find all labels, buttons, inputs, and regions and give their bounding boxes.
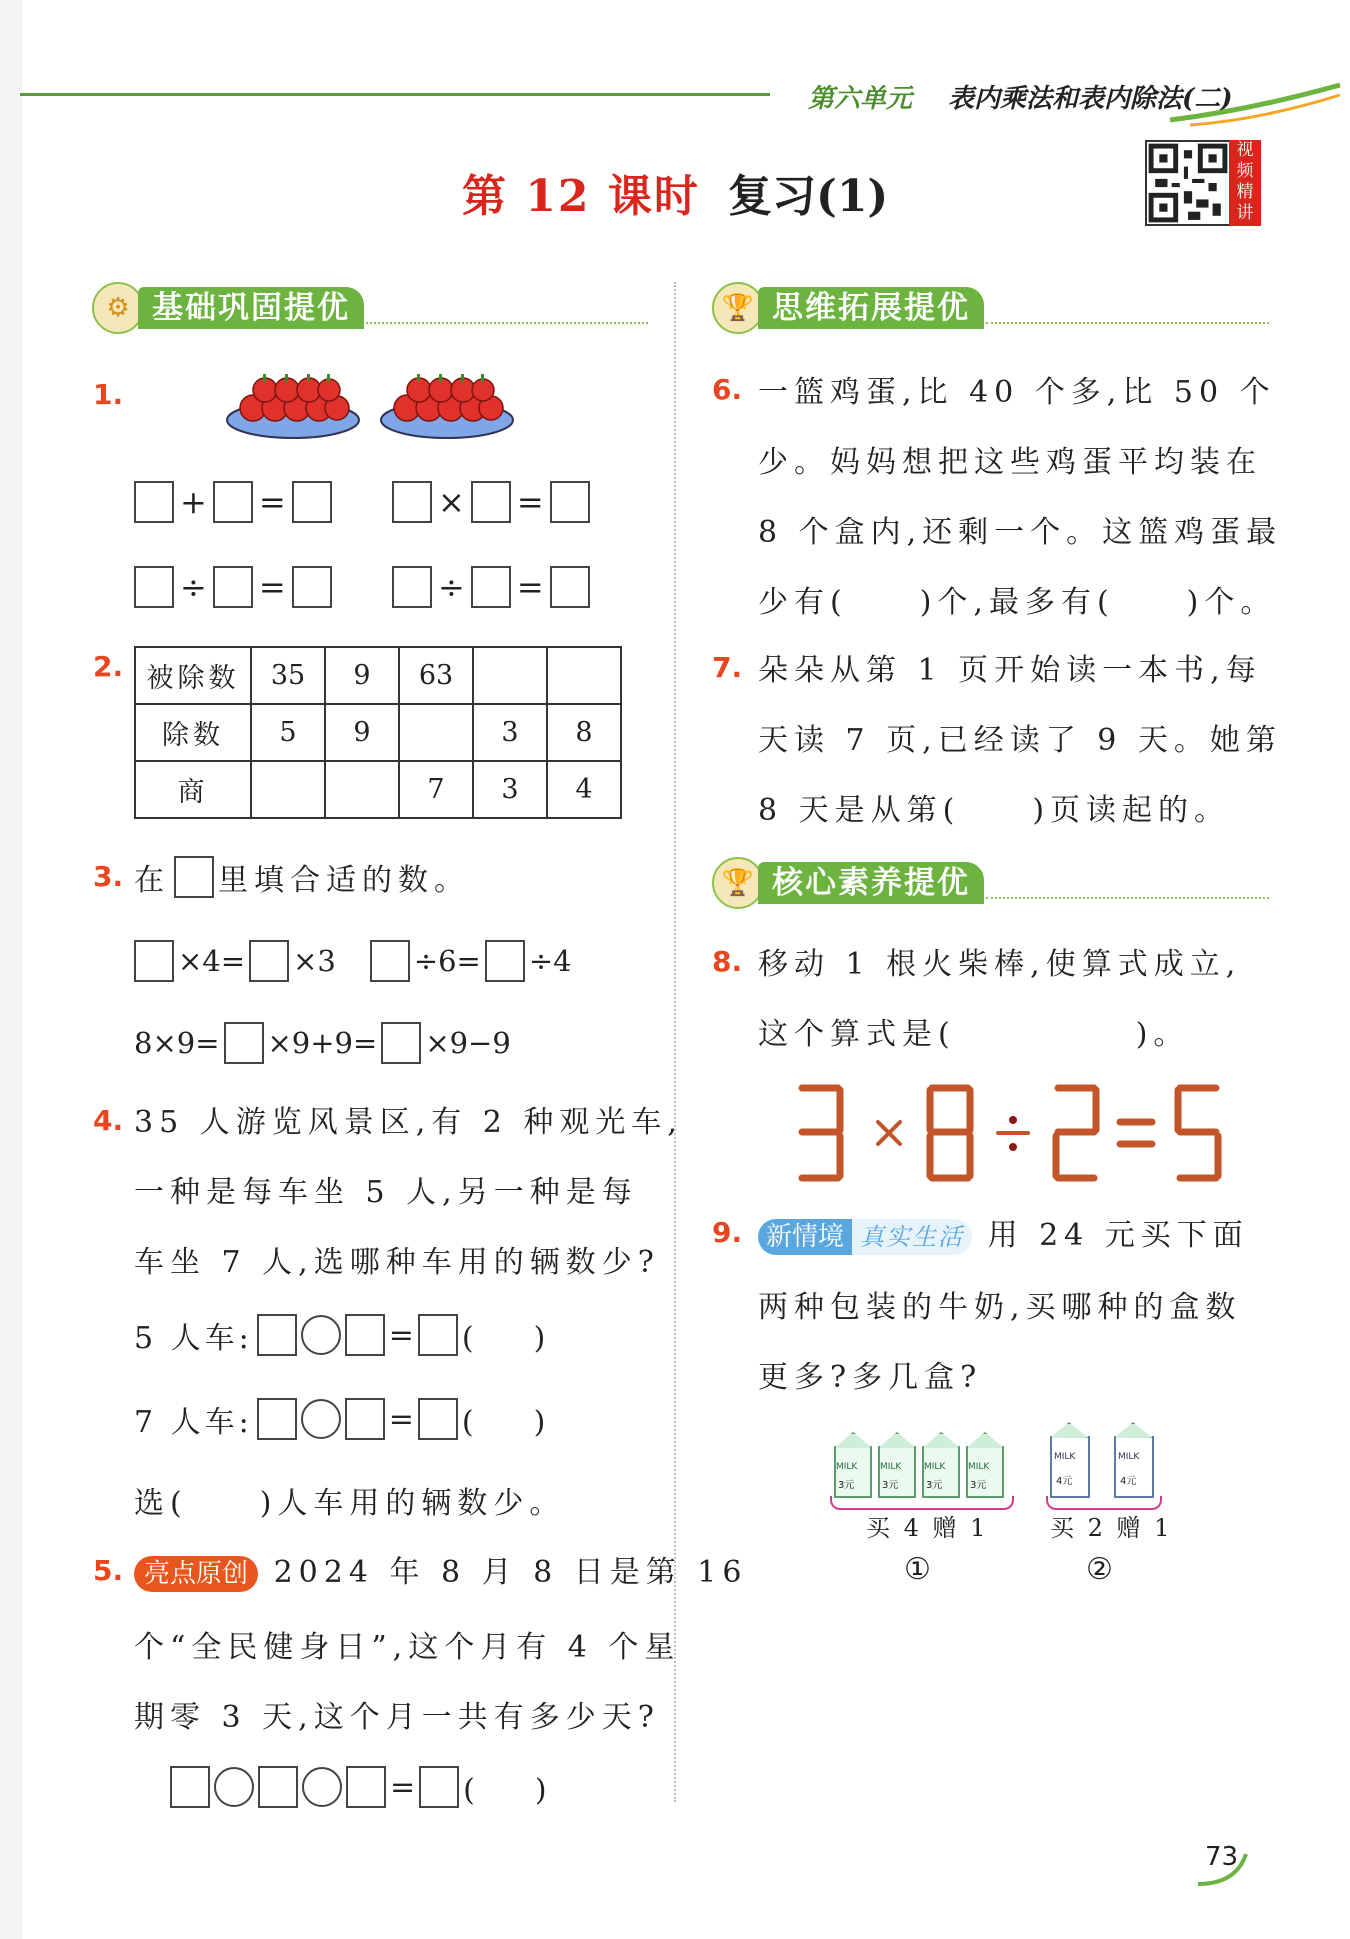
table-cell: 63 bbox=[399, 647, 473, 704]
equals-sign: = bbox=[390, 1769, 416, 1805]
unit-blank[interactable]: ( ) bbox=[461, 1405, 546, 1440]
answer-box[interactable] bbox=[550, 481, 590, 523]
q5-text-line: 期零 3 天,这个月一共有多少天? bbox=[134, 1700, 660, 1735]
q8-text-line: 移动 1 根火柴棒,使算式成立, bbox=[758, 947, 1242, 982]
real-life-tag: 真实生活 bbox=[852, 1219, 972, 1255]
expression-text: 8×9= bbox=[134, 1026, 220, 1060]
answer-box[interactable] bbox=[258, 1766, 298, 1808]
q5-text: 2024 年 8 月 8 日是第 16 bbox=[273, 1555, 748, 1590]
unit-label: 第六单元 bbox=[808, 84, 913, 114]
answer-box[interactable] bbox=[471, 481, 511, 523]
question-number: 9. bbox=[712, 1216, 743, 1249]
apple-plates-image bbox=[225, 362, 515, 444]
row-label: 5 人车: bbox=[134, 1321, 253, 1356]
table-row bbox=[135, 647, 621, 704]
table-cell-blank[interactable] bbox=[399, 704, 473, 761]
table-cell: 9 bbox=[325, 647, 399, 704]
equals-sign: = bbox=[388, 1401, 414, 1437]
table-header-cell: 商 bbox=[135, 761, 251, 818]
table-cell-blank[interactable] bbox=[473, 647, 547, 704]
section-basic-label: 基础巩固提优 bbox=[138, 287, 364, 329]
table-row bbox=[135, 704, 621, 761]
q5-line-1 bbox=[134, 1547, 747, 1592]
answer-box[interactable] bbox=[224, 1022, 264, 1064]
answer-box[interactable] bbox=[257, 1398, 297, 1440]
q8-text-line: 这个算式是( )。 bbox=[758, 1017, 1190, 1052]
trophy-icon: 🏆 bbox=[712, 282, 764, 334]
q4-text-line: 车坐 7 人,选哪种车用的辆数少? bbox=[134, 1245, 660, 1280]
new-context-tag: 新情境 bbox=[758, 1219, 852, 1255]
prompt-text: 在 bbox=[134, 863, 170, 898]
option-1-marker[interactable]: ① bbox=[904, 1552, 937, 1587]
section-core-label: 核心素养提优 bbox=[758, 862, 984, 904]
prompt-text: 里填合适的数。 bbox=[218, 863, 470, 898]
milk-label: MILK bbox=[968, 1462, 990, 1472]
price-label: 3元 bbox=[970, 1480, 987, 1491]
answer-box[interactable] bbox=[134, 481, 174, 523]
section-basic bbox=[92, 285, 648, 331]
table-cell: 4 bbox=[547, 761, 621, 818]
expression-text: ×9−9 bbox=[425, 1026, 511, 1060]
question-number: 2. bbox=[93, 650, 124, 683]
question-number: 7. bbox=[712, 651, 743, 684]
video-tag: 视频精讲 bbox=[1229, 140, 1261, 226]
question-number: 3. bbox=[93, 860, 124, 893]
lesson-title: 复习(1) bbox=[728, 171, 889, 222]
q4-text-line: 35 人游览风景区,有 2 种观光车, bbox=[134, 1105, 683, 1140]
table-cell: 3 bbox=[473, 704, 547, 761]
answer-box[interactable] bbox=[213, 566, 253, 608]
table-header-cell: 除数 bbox=[135, 704, 251, 761]
deal-1-label: 买 4 赠 1 bbox=[866, 1514, 989, 1542]
milk-label: MILK bbox=[924, 1462, 946, 1472]
price-label: 4元 bbox=[1056, 1476, 1073, 1487]
lesson-number: 第 12 课时 bbox=[462, 171, 700, 222]
milk-carton-large bbox=[1114, 1436, 1154, 1498]
q7-text-line: 朵朵从第 1 页开始读一本书,每 bbox=[758, 653, 1262, 688]
section-core bbox=[712, 860, 1269, 906]
q4-car5-row bbox=[134, 1313, 545, 1357]
table-cell: 9 bbox=[325, 704, 399, 761]
q9-line-1 bbox=[758, 1210, 1249, 1255]
price-label: 3元 bbox=[926, 1480, 943, 1491]
unit-blank[interactable]: ( ) bbox=[461, 1321, 546, 1356]
expression-text: ×9+9= bbox=[267, 1026, 378, 1060]
answer-box[interactable] bbox=[257, 1314, 297, 1356]
milk-carton-large bbox=[1050, 1436, 1090, 1498]
table-cell: 5 bbox=[251, 704, 325, 761]
answer-box[interactable] bbox=[134, 940, 174, 982]
answer-box[interactable] bbox=[292, 566, 332, 608]
answer-box[interactable] bbox=[292, 481, 332, 523]
q1-division-row-1: ÷ = bbox=[134, 566, 332, 608]
answer-box[interactable] bbox=[418, 1314, 458, 1356]
q7-text-line: 天读 7 页,已经读了 9 天。她第 bbox=[758, 723, 1282, 758]
table-cell-blank[interactable] bbox=[325, 761, 399, 818]
q5-equation-row bbox=[170, 1765, 547, 1809]
milk-label: MILK bbox=[880, 1462, 902, 1472]
answer-box[interactable] bbox=[550, 566, 590, 608]
unit-title: 表内乘法和表内除法(二) bbox=[948, 84, 1233, 114]
equals-sign: = bbox=[388, 1317, 414, 1353]
expression-text: ÷6= bbox=[413, 944, 481, 978]
page-number: 73 bbox=[1205, 1842, 1239, 1872]
q9-text-line: 更多?多几盒? bbox=[758, 1360, 983, 1395]
q1-division-row-2: ÷ = bbox=[392, 566, 590, 608]
q1-addition-row: + = bbox=[134, 481, 332, 523]
answer-box[interactable] bbox=[370, 940, 410, 982]
header-swoosh-decoration bbox=[1170, 80, 1345, 130]
row-label: 7 人车: bbox=[134, 1405, 253, 1440]
expression-text: ÷4 bbox=[528, 944, 572, 978]
page-number-swoosh bbox=[1196, 1848, 1256, 1888]
operator-circle[interactable] bbox=[301, 1315, 341, 1355]
q1-multiplication-row: × = bbox=[392, 481, 590, 523]
q6-text-line: 8 个盒内,还剩一个。这篮鸡蛋最 bbox=[758, 515, 1283, 550]
q3-row-2 bbox=[134, 1022, 511, 1064]
q4-choose-line: 选( )人车用的辆数少。 bbox=[134, 1486, 566, 1521]
q3-row-1 bbox=[134, 940, 572, 982]
gear-icon: ⚙ bbox=[92, 282, 144, 334]
answer-box[interactable] bbox=[170, 1766, 210, 1808]
table-header-cell: 被除数 bbox=[135, 647, 251, 704]
operator-circle[interactable] bbox=[214, 1767, 254, 1807]
qr-code-icon[interactable] bbox=[1145, 140, 1231, 226]
unit-blank[interactable]: ( ) bbox=[463, 1773, 547, 1808]
milk-label: MILK bbox=[836, 1462, 858, 1472]
table-cell: 7 bbox=[399, 761, 473, 818]
question-number: 4. bbox=[93, 1104, 124, 1137]
answer-box[interactable] bbox=[345, 1398, 385, 1440]
answer-box[interactable] bbox=[213, 481, 253, 523]
q5-text-line: 个“全民健身日”,这个月有 4 个星 bbox=[134, 1630, 681, 1665]
q3-prompt bbox=[134, 855, 470, 899]
answer-box[interactable] bbox=[392, 481, 432, 523]
table-cell: 3 bbox=[473, 761, 547, 818]
box-symbol bbox=[174, 856, 214, 898]
q9-text: 用 24 元买下面 bbox=[987, 1218, 1249, 1253]
q9-text-line: 两种包装的牛奶,买哪种的盒数 bbox=[758, 1290, 1242, 1325]
question-number: 1. bbox=[93, 378, 124, 411]
q4-text-line: 一种是每车坐 5 人,另一种是每 bbox=[134, 1175, 638, 1210]
q6-text-line: 少有( )个,最多有( )个。 bbox=[758, 585, 1277, 620]
table-row bbox=[135, 761, 621, 818]
header-rule bbox=[20, 93, 770, 96]
section-thinking bbox=[712, 285, 1269, 331]
table-cell-blank[interactable] bbox=[251, 761, 325, 818]
answer-box[interactable] bbox=[381, 1022, 421, 1064]
operator-circle[interactable] bbox=[302, 1767, 342, 1807]
price-label: 3元 bbox=[838, 1480, 855, 1491]
price-label: 3元 bbox=[882, 1480, 899, 1491]
question-number: 6. bbox=[712, 373, 743, 406]
milk-label: MILK bbox=[1118, 1452, 1140, 1462]
q4-car7-row bbox=[134, 1397, 545, 1441]
question-number: 5. bbox=[93, 1554, 124, 1587]
answer-box[interactable] bbox=[345, 1314, 385, 1356]
q6-text-line: 一篮鸡蛋,比 40 个多,比 50 个 bbox=[758, 375, 1276, 410]
answer-box[interactable] bbox=[419, 1766, 459, 1808]
expression-text: ×4= bbox=[178, 944, 246, 978]
answer-box[interactable] bbox=[392, 566, 432, 608]
answer-box[interactable] bbox=[346, 1766, 386, 1808]
trophy-icon: 🏆 bbox=[712, 857, 764, 909]
q6-text-line: 少。妈妈想把这些鸡蛋平均装在 bbox=[758, 445, 1262, 480]
deal-2-label: 买 2 赠 1 bbox=[1050, 1514, 1173, 1542]
table-cell: 8 bbox=[547, 704, 621, 761]
operator-circle[interactable] bbox=[301, 1399, 341, 1439]
expression-text: ×3 bbox=[293, 944, 336, 978]
answer-box[interactable] bbox=[485, 940, 525, 982]
original-tag: 亮点原创 bbox=[134, 1556, 258, 1592]
matchstick-equation bbox=[790, 1080, 1230, 1190]
answer-box[interactable] bbox=[471, 566, 511, 608]
answer-box[interactable] bbox=[418, 1398, 458, 1440]
answer-box[interactable] bbox=[134, 566, 174, 608]
option-2-marker[interactable]: ② bbox=[1086, 1552, 1119, 1587]
q7-text-line: 8 天是从第( )页读起的。 bbox=[758, 793, 1231, 828]
price-label: 4元 bbox=[1120, 1476, 1137, 1487]
section-thinking-label: 思维拓展提优 bbox=[758, 287, 984, 329]
question-number: 8. bbox=[712, 945, 743, 978]
table-cell: 35 bbox=[251, 647, 325, 704]
division-table bbox=[134, 646, 622, 819]
answer-box[interactable] bbox=[249, 940, 289, 982]
table-cell-blank[interactable] bbox=[547, 647, 621, 704]
milk-label: MILK bbox=[1054, 1452, 1076, 1462]
